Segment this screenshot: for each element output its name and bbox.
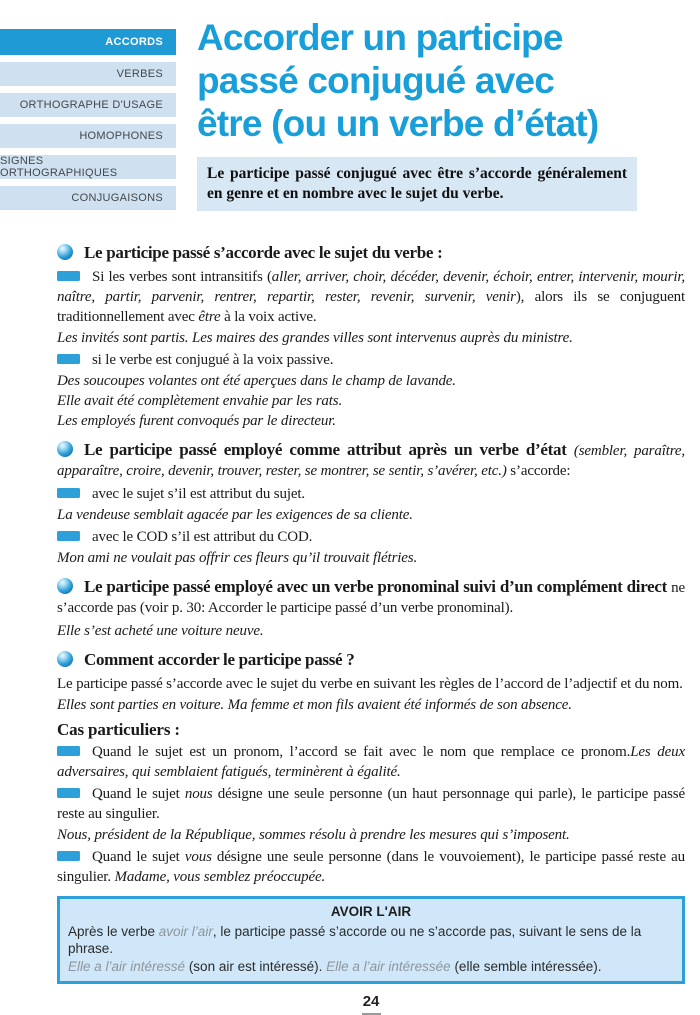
bullet-item	[57, 742, 685, 782]
bullet-item	[57, 847, 685, 887]
bullet-item	[57, 784, 685, 824]
sphere-bullet-icon	[57, 244, 73, 260]
sidebar-tab-orthographe-usage: ORTHOGRAPHE D'USAGE	[0, 93, 176, 117]
text-segment: Après le verbe	[68, 923, 159, 939]
text-segment: Elle s’est acheté une voiture neuve.	[57, 623, 264, 639]
text-segment: Le participe passé s’accorde avec le sujet du verbe en suivant les règles de l’accord de l’adjectif et du nom.	[57, 676, 683, 692]
text-segment: Des soucoupes volantes ont été aperçues dans le champ de lavande.	[57, 373, 456, 389]
callout-line	[68, 958, 674, 976]
sphere-bullet-icon	[57, 441, 73, 457]
text-segment: Quand le sujet	[92, 786, 185, 802]
section-heading	[57, 649, 685, 671]
text-segment: Elle a l’air intéressée	[326, 958, 451, 974]
text-segment: Elle a l’air intéressé	[68, 958, 186, 974]
square-bullet-icon	[57, 354, 80, 364]
text-segment: Elles sont parties en voiture. Ma femme et mon fils avaient été informés de son absence.	[57, 697, 572, 713]
text-segment: (son air est intéressé).	[185, 958, 327, 974]
text-segment: Les invités sont partis. Les maires des grandes villes sont intervenus auprès du ministre.	[57, 330, 573, 346]
bullet-item	[57, 267, 685, 327]
text-segment: à la voix active.	[220, 309, 317, 325]
section-heading	[57, 576, 685, 618]
bullet-item	[57, 350, 685, 370]
text-segment: Mon ami ne voulait pas offrir ces fleurs qu’il trouvait flétries.	[57, 550, 418, 566]
text-segment: Quand le sujet est un pronom, l’accord se fait avec le nom que remplace ce pronom.	[92, 744, 631, 760]
sidebar-tab-verbes: VERBES	[0, 62, 176, 86]
text-segment: si le verbe est conjugué à la voix passive.	[92, 352, 334, 368]
page-title-line: passé conjugué avec	[197, 60, 555, 101]
square-bullet-icon	[57, 531, 80, 541]
text-segment: ), alors ils se conjuguent traditionnellement avec	[57, 289, 685, 325]
page-header	[197, 16, 657, 211]
text-segment: Elle avait été complètement envahie par les rats.	[57, 393, 343, 409]
text-segment: Le participe passé employé comme attribut après un verbe d’état	[84, 440, 574, 459]
text-segment: avoir l’air	[158, 923, 213, 939]
avoir-lair-callout	[57, 896, 685, 984]
text-segment: Les employés furent convoqués par le directeur.	[57, 413, 336, 429]
text-segment: désigne une seule personne (dans le vouvoiement), le participe passé reste au singulier.	[57, 849, 685, 885]
text-segment: (sembler, paraître, apparaître, croire, devenir, trouver, rester, se montrer, se sentir, s’avérer, etc.)	[57, 443, 685, 479]
text-segment: Les deux adversaires, qui semblaient fatigués, terminèrent à égalité.	[57, 744, 685, 780]
sidebar-tabs	[0, 29, 176, 210]
subheading	[57, 720, 685, 740]
page-number: 24	[362, 993, 380, 1010]
callout-title: AVOIR L'AIR	[330, 904, 412, 919]
example-sentence	[57, 371, 685, 391]
square-bullet-icon	[57, 488, 80, 498]
text-segment: Quand le sujet	[92, 849, 185, 865]
example-sentence	[57, 505, 685, 525]
text-segment: Madame, vous semblez préoccupée.	[114, 869, 326, 885]
text-segment: vous	[184, 849, 212, 865]
text-segment: Cas particuliers :	[57, 720, 180, 739]
square-bullet-icon	[57, 746, 80, 756]
section-heading	[57, 242, 685, 264]
example-sentence	[57, 391, 685, 411]
lesson-content	[57, 234, 685, 1015]
text-segment: Si les verbes sont intransitifs (	[92, 269, 272, 285]
sphere-bullet-icon	[57, 651, 73, 667]
text-segment: désigne une seule personne (un haut personnage qui parle), le participe passé reste au singulier.	[57, 786, 685, 822]
text-segment: La vendeuse semblait agacée par les exigences de sa cliente.	[57, 507, 413, 523]
text-segment: Comment accorder le participe passé ?	[84, 650, 355, 669]
section-heading	[57, 439, 685, 481]
text-segment: Le participe passé employé avec un verbe pronominal suivi d’un complément direct	[84, 577, 672, 596]
example-sentence	[57, 825, 685, 845]
text-segment: aller, arriver, choir, décéder, devenir, échoir, entrer, intervenir, mourir, naître, partir, parvenir, rentrer, repartir, rester, revenir, survenir, venir	[57, 269, 685, 305]
bullet-item	[57, 527, 685, 547]
text-segment: (elle semble intéressée).	[450, 958, 602, 974]
page-title-line: être (ou un verbe d’état)	[197, 103, 599, 144]
example-sentence	[57, 328, 685, 348]
text-segment: nous	[184, 786, 213, 802]
bullet-item	[57, 484, 685, 504]
sidebar-tab-accords: ACCORDS	[0, 29, 176, 55]
page-title	[197, 16, 657, 145]
square-bullet-icon	[57, 788, 80, 798]
example-sentence	[57, 548, 685, 568]
sidebar-tab-signes-orthographiques: SIGNES ORTHOGRAPHIQUES	[0, 155, 176, 179]
sphere-bullet-icon	[57, 578, 73, 594]
example-sentence	[57, 411, 685, 431]
square-bullet-icon	[57, 851, 80, 861]
example-sentence	[57, 695, 685, 715]
page-footer	[57, 992, 685, 1015]
callout-line	[68, 923, 674, 958]
text-segment: avec le sujet s’il est attribut du sujet.	[92, 486, 305, 502]
text-segment: s’accorde:	[506, 463, 571, 479]
text-segment: Le participe passé s’accorde avec le sujet du verbe :	[84, 243, 443, 262]
paragraph	[57, 674, 685, 694]
callout-body	[68, 923, 674, 976]
text-segment: ne s’accorde pas (voir p. 30: Accorder le participe passé d’un verbe pronominal).	[57, 580, 685, 616]
text-segment: Nous, président de la République, sommes résolu à prendre les mesures qui s’imposent.	[57, 827, 570, 843]
page-title-line: Accorder un participe	[197, 17, 563, 58]
sidebar-tab-conjugaisons: CONJUGAISONS	[0, 186, 176, 210]
square-bullet-icon	[57, 271, 80, 281]
text-segment: être	[198, 309, 221, 325]
sidebar-tab-homophones: HOMOPHONES	[0, 124, 176, 148]
text-segment: avec le COD s’il est attribut du COD.	[92, 529, 313, 545]
example-sentence	[57, 621, 685, 641]
rule-summary-box: Le participe passé conjugué avec être s’accorde généralement en genre et en nombre avec le sujet du verbe.	[197, 157, 637, 211]
text-segment: , le participe passé s’accorde ou ne s’accorde pas, suivant le sens de la phrase.	[68, 923, 642, 956]
